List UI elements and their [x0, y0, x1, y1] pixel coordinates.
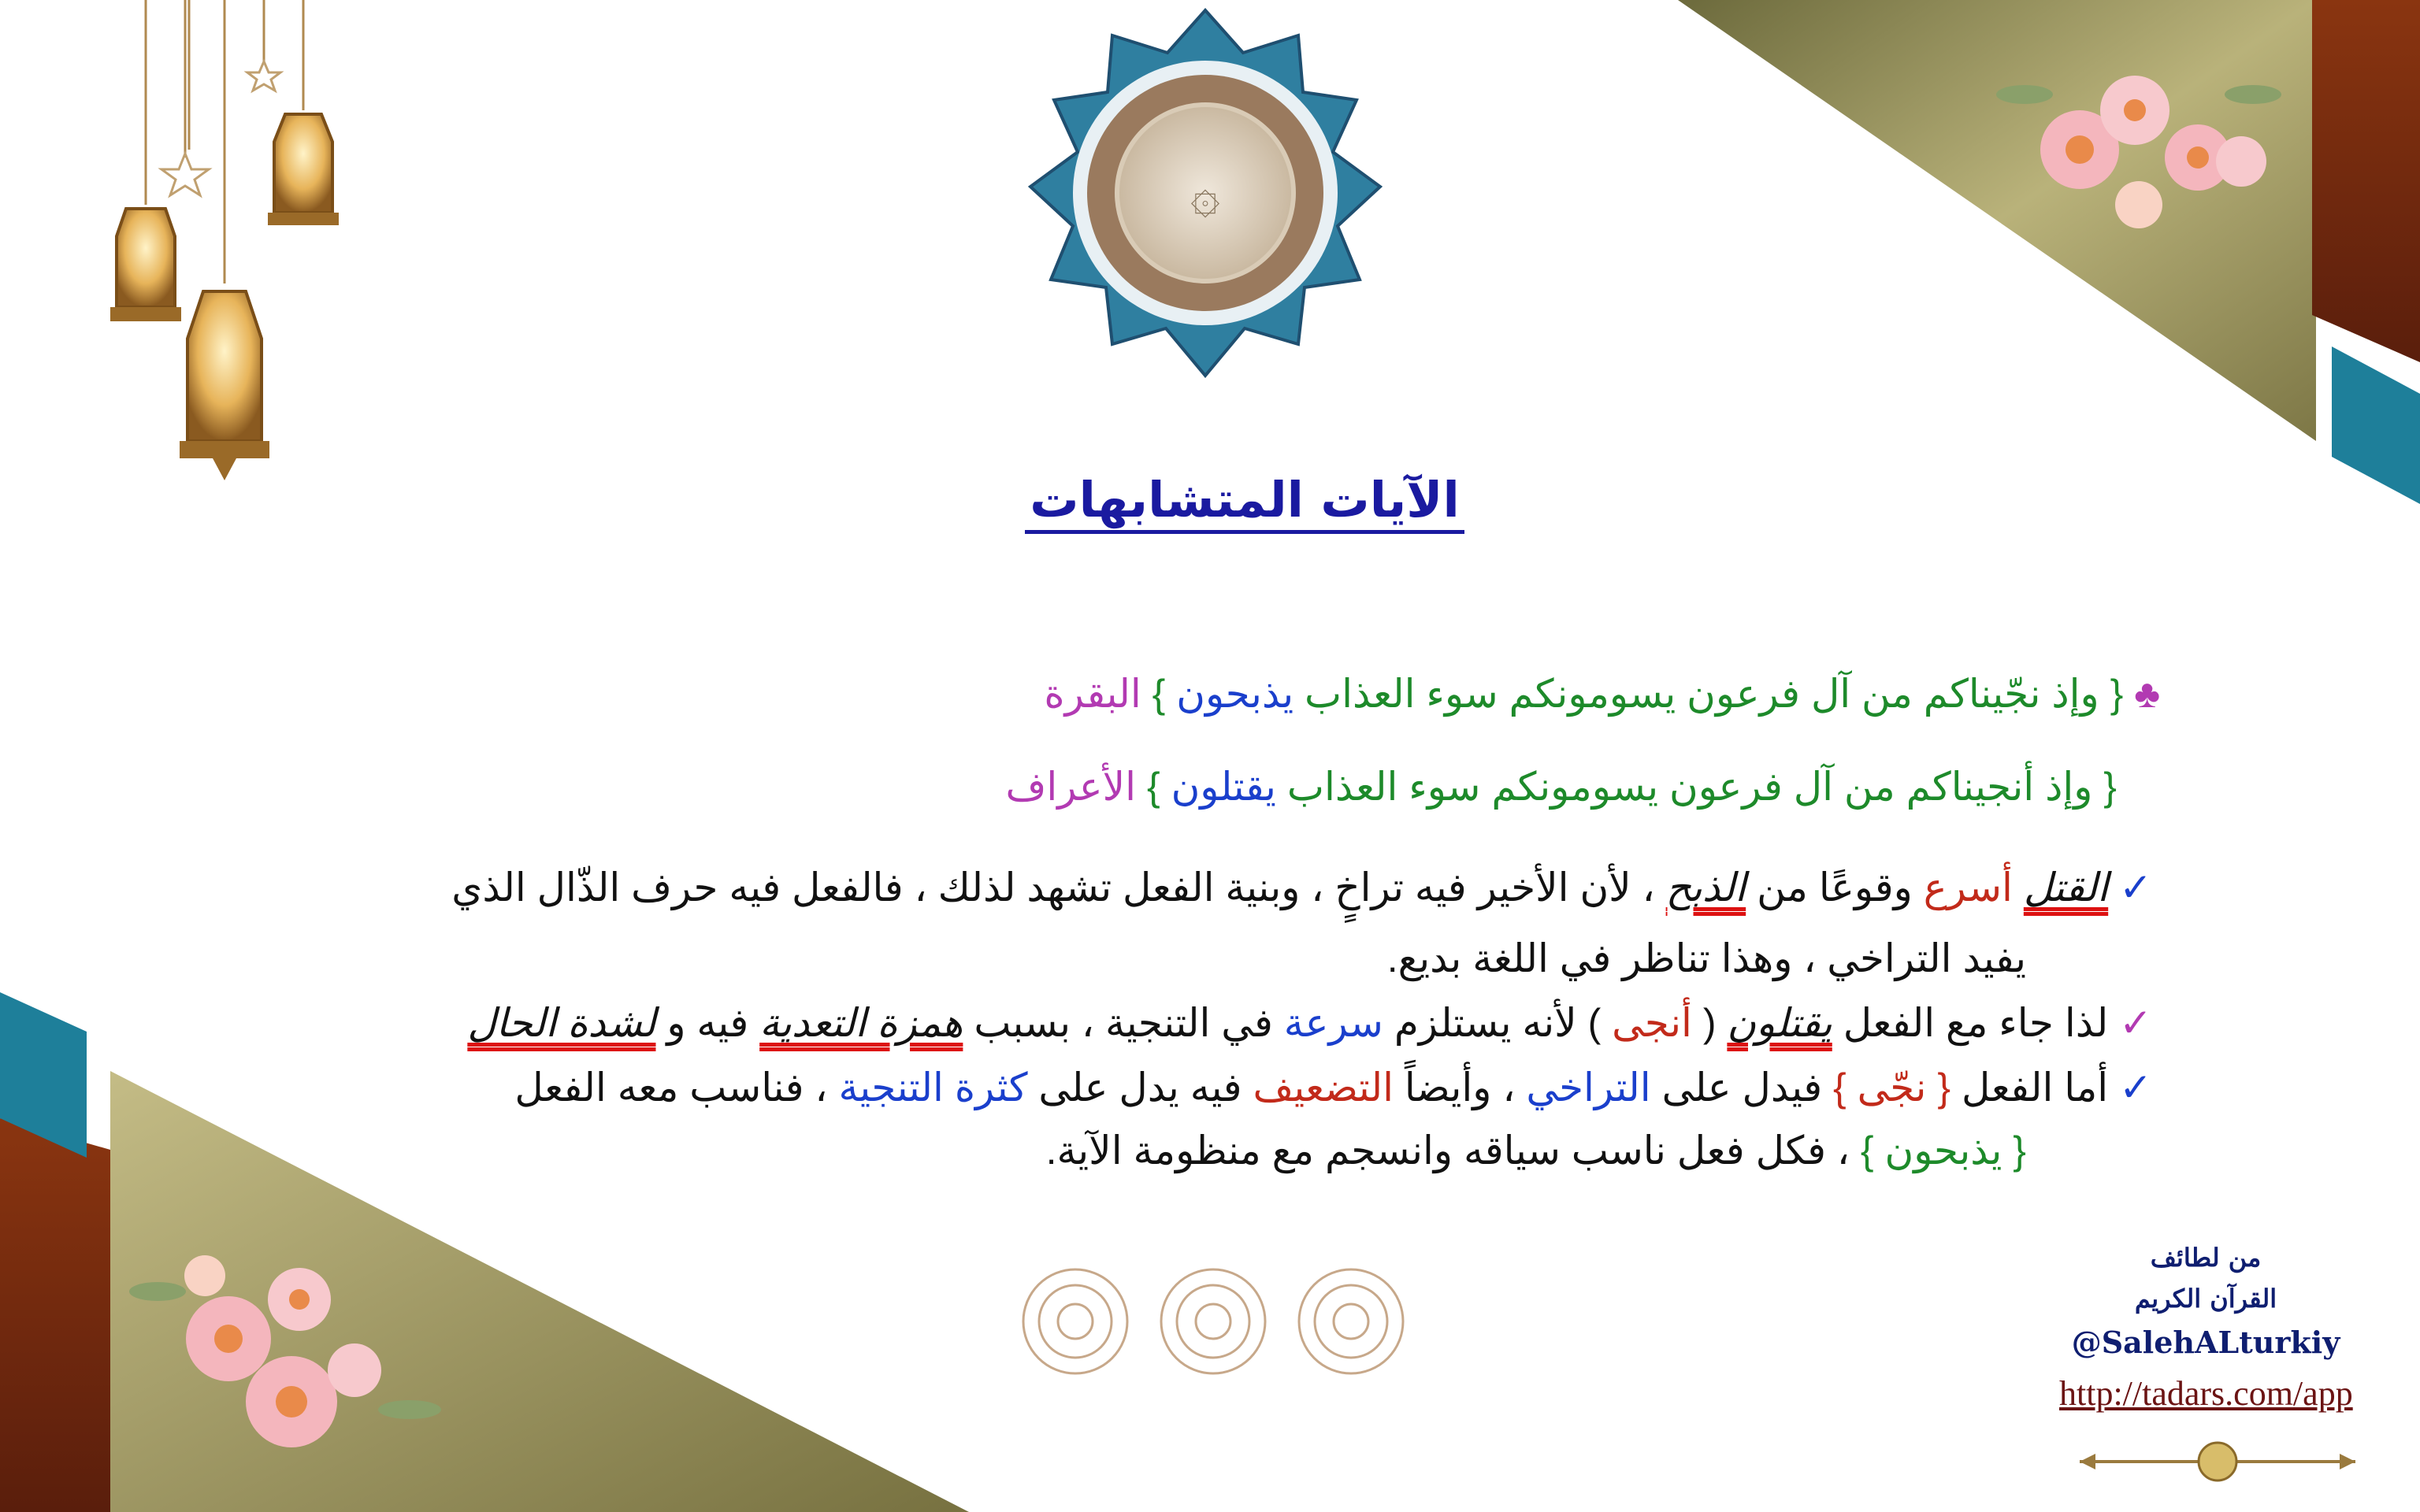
- note-3-line-2: { يذبحون } ، فكل فعل ناسب سياقه وانسجم مع منظومة الآية.: [1045, 1128, 2026, 1173]
- mandala-icon: [1023, 1269, 1403, 1373]
- check-icon: ✓: [2119, 1001, 2152, 1045]
- credit-handle: @SalehALturkiy: [2071, 1325, 2340, 1360]
- note-2: ✓ لذا جاء مع الفعل يقتلون ( أنجى ) لأنه يستلزم سرعة في التنجية ، بسبب همزة التعدية فيه و لشدة الحال: [467, 1001, 2152, 1045]
- credit-line-1: من لطائف: [2150, 1243, 2262, 1273]
- tadars-link[interactable]: http://tadars.com/app: [2059, 1374, 2353, 1413]
- svg-text:۞: ۞: [1190, 166, 1220, 224]
- lantern-icon: [180, 291, 269, 480]
- surah-name: الأعراف: [1005, 765, 1137, 809]
- note-3-line-1: ✓ أما الفعل { نجّى } فيدل على التراخي ، وأيضاً التضعيف فيه يدل على كثرة التنجية ، فناسب معه الفعل: [514, 1065, 2152, 1110]
- quran-emblem-icon: [1030, 10, 1380, 376]
- note-1-line-1: ✓ القتل أسرع وقوعًا من الذبح ، لأن الأخير فيه تراخٍ ، وبنية الفعل تشهد لذلك ، فالفعل فيه حرف الذّال الذي: [451, 865, 2152, 910]
- check-icon: ✓: [2119, 865, 2152, 910]
- verse-araf: { وإذ أنجيناكم من آل فرعون يسومونكم سوء العذاب يقتلون } الأعراف: [1005, 765, 2117, 809]
- teal-accent-right: [2332, 346, 2420, 504]
- check-icon: ✓: [2119, 1065, 2152, 1110]
- ornament-divider-icon: [2080, 1443, 2355, 1480]
- gold-triangle-top-right: [1678, 0, 2316, 441]
- surah-name: البقرة: [1044, 672, 1141, 716]
- club-bullet-icon: ♣: [2134, 672, 2160, 716]
- star-icon: [161, 61, 280, 195]
- verse-baqarah: ♣ { وإذ نجّيناكم من آل فرعون يسومونكم سوء العذاب يذبحون } البقرة: [1044, 672, 2160, 716]
- page-title: الآيات المتشابهات: [945, 471, 1544, 528]
- note-1-line-2: يفيد التراخي ، وهذا تناظر في اللغة بديع.: [1386, 936, 2026, 980]
- lantern-icon: [268, 114, 339, 225]
- credit-line-2: القرآن الكريم: [2134, 1284, 2277, 1314]
- gold-triangle-bottom-left: [110, 1071, 969, 1512]
- lantern-icon: [110, 209, 181, 321]
